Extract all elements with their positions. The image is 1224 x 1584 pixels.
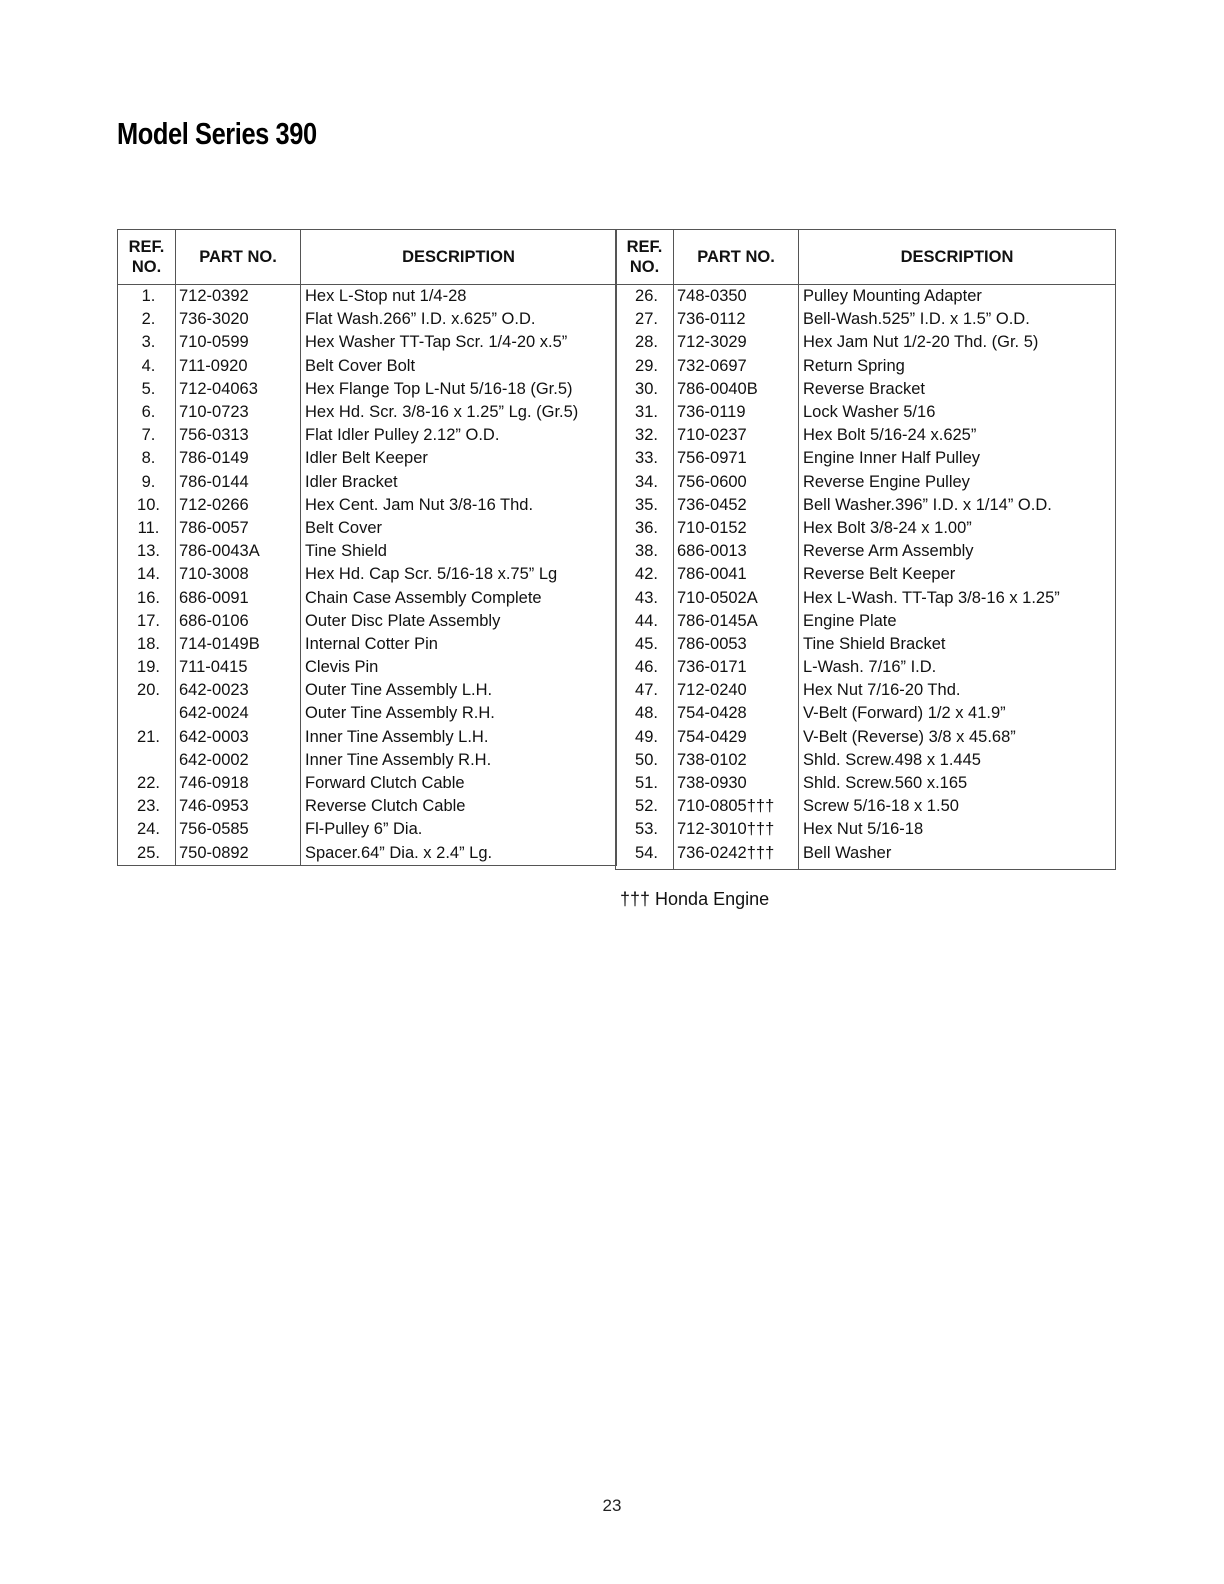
- part-number-cell: 756-0600: [674, 471, 799, 494]
- ref-cell: 44.: [616, 610, 674, 633]
- description-cell: Hex L-Stop nut 1/4-28: [301, 285, 617, 309]
- part-number-cell: 736-3020: [176, 308, 301, 331]
- part-number-cell: 642-0023: [176, 679, 301, 702]
- ref-cell: 51.: [616, 772, 674, 795]
- description-cell: Spacer.64” Dia. x 2.4” Lg.: [301, 842, 617, 866]
- table-row: [118, 308, 617, 331]
- header-ref-no: REF. NO.: [616, 230, 674, 285]
- table-row: [616, 656, 1116, 679]
- description-cell: Hex Hd. Scr. 3/8-16 x 1.25” Lg. (Gr.5): [301, 401, 617, 424]
- part-number-cell: 710-0805†††: [674, 795, 799, 818]
- ref-cell: 38.: [616, 540, 674, 563]
- part-number-cell: 738-0930: [674, 772, 799, 795]
- description-cell: Tine Shield Bracket: [799, 633, 1116, 656]
- description-cell: Chain Case Assembly Complete: [301, 586, 617, 609]
- part-number-cell: 710-0502A: [674, 586, 799, 609]
- description-cell: Shld. Screw.560 x.165: [799, 772, 1116, 795]
- table-row: [616, 586, 1116, 609]
- table-row: [118, 331, 617, 354]
- ref-cell: 13.: [118, 540, 176, 563]
- description-cell: Engine Plate: [799, 610, 1116, 633]
- ref-cell: 7.: [118, 424, 176, 447]
- ref-cell: 6.: [118, 401, 176, 424]
- description-cell: Hex L-Wash. TT-Tap 3/8-16 x 1.25”: [799, 586, 1116, 609]
- ref-cell: [118, 702, 176, 725]
- table-row: [616, 308, 1116, 331]
- ref-cell: 42.: [616, 563, 674, 586]
- ref-cell: 50.: [616, 749, 674, 772]
- table-row: [616, 842, 1116, 870]
- part-number-cell: 686-0106: [176, 610, 301, 633]
- part-number-cell: 786-0144: [176, 471, 301, 494]
- description-cell: Flat Wash.266” I.D. x.625” O.D.: [301, 308, 617, 331]
- ref-cell: 21.: [118, 726, 176, 749]
- description-cell: Belt Cover Bolt: [301, 355, 617, 378]
- description-cell: Reverse Clutch Cable: [301, 795, 617, 818]
- table-row: [616, 424, 1116, 447]
- description-cell: Outer Disc Plate Assembly: [301, 610, 617, 633]
- table-row: [118, 424, 617, 447]
- part-number-cell: 686-0091: [176, 586, 301, 609]
- part-number-cell: 711-0415: [176, 656, 301, 679]
- description-cell: V-Belt (Forward) 1/2 x 41.9”: [799, 702, 1116, 725]
- description-cell: Fl-Pulley 6” Dia.: [301, 818, 617, 841]
- table-row: [118, 842, 617, 866]
- description-cell: Shld. Screw.498 x 1.445: [799, 749, 1116, 772]
- description-cell: Inner Tine Assembly R.H.: [301, 749, 617, 772]
- description-cell: Bell Washer.396” I.D. x 1/14” O.D.: [799, 494, 1116, 517]
- part-number-cell: 756-0971: [674, 447, 799, 470]
- table-row: [616, 772, 1116, 795]
- part-number-cell: 712-0266: [176, 494, 301, 517]
- part-number-cell: 642-0003: [176, 726, 301, 749]
- table-row: [118, 726, 617, 749]
- ref-cell: 14.: [118, 563, 176, 586]
- description-cell: V-Belt (Reverse) 3/8 x 45.68”: [799, 726, 1116, 749]
- ref-cell: 10.: [118, 494, 176, 517]
- ref-cell: 19.: [118, 656, 176, 679]
- table-row: [616, 378, 1116, 401]
- part-number-cell: 746-0918: [176, 772, 301, 795]
- part-number-cell: 756-0313: [176, 424, 301, 447]
- description-cell: Hex Hd. Cap Scr. 5/16-18 x.75” Lg: [301, 563, 617, 586]
- ref-cell: 28.: [616, 331, 674, 354]
- part-number-cell: 786-0057: [176, 517, 301, 540]
- part-number-cell: 712-04063: [176, 378, 301, 401]
- ref-cell: 49.: [616, 726, 674, 749]
- table-row: [616, 610, 1116, 633]
- part-number-cell: 732-0697: [674, 355, 799, 378]
- part-number-cell: 710-0599: [176, 331, 301, 354]
- part-number-cell: 712-0392: [176, 285, 301, 309]
- part-number-cell: 710-0152: [674, 517, 799, 540]
- description-cell: Reverse Belt Keeper: [799, 563, 1116, 586]
- table-row: [118, 610, 617, 633]
- ref-cell: 31.: [616, 401, 674, 424]
- table-row: [118, 818, 617, 841]
- description-cell: Clevis Pin: [301, 656, 617, 679]
- table-row: [616, 679, 1116, 702]
- table-row: [118, 285, 617, 309]
- table-row: [616, 355, 1116, 378]
- part-number-cell: 786-0041: [674, 563, 799, 586]
- description-cell: Outer Tine Assembly L.H.: [301, 679, 617, 702]
- ref-cell: 27.: [616, 308, 674, 331]
- part-number-cell: 642-0002: [176, 749, 301, 772]
- part-number-cell: 786-0040B: [674, 378, 799, 401]
- part-number-cell: 710-0723: [176, 401, 301, 424]
- ref-cell: 32.: [616, 424, 674, 447]
- ref-cell: 30.: [616, 378, 674, 401]
- description-cell: Hex Nut 5/16-18: [799, 818, 1116, 841]
- table-row: [616, 726, 1116, 749]
- table-row: [118, 633, 617, 656]
- table-row: [616, 749, 1116, 772]
- table-row: [118, 378, 617, 401]
- table-row: [118, 795, 617, 818]
- description-cell: Hex Washer TT-Tap Scr. 1/4-20 x.5”: [301, 331, 617, 354]
- table-row: [118, 563, 617, 586]
- table-row: [616, 633, 1116, 656]
- ref-cell: 35.: [616, 494, 674, 517]
- ref-cell: 45.: [616, 633, 674, 656]
- table-row: [616, 517, 1116, 540]
- ref-cell: 53.: [616, 818, 674, 841]
- ref-cell: 1.: [118, 285, 176, 309]
- table-row: [118, 749, 617, 772]
- part-number-cell: 746-0953: [176, 795, 301, 818]
- part-number-cell: 786-0149: [176, 447, 301, 470]
- header-part-no: PART NO.: [176, 230, 301, 285]
- ref-cell: 23.: [118, 795, 176, 818]
- table-row: [616, 818, 1116, 841]
- part-number-cell: 786-0043A: [176, 540, 301, 563]
- page-number: 23: [602, 1496, 622, 1515]
- description-cell: Pulley Mounting Adapter: [799, 285, 1116, 309]
- part-number-cell: 686-0013: [674, 540, 799, 563]
- table-row: [118, 679, 617, 702]
- table-row: [118, 702, 617, 725]
- table-row: [118, 471, 617, 494]
- ref-cell: 48.: [616, 702, 674, 725]
- ref-cell: 54.: [616, 842, 674, 870]
- table-row: [118, 494, 617, 517]
- part-number-cell: 738-0102: [674, 749, 799, 772]
- part-number-cell: 750-0892: [176, 842, 301, 866]
- description-cell: Forward Clutch Cable: [301, 772, 617, 795]
- ref-cell: 20.: [118, 679, 176, 702]
- part-number-cell: 714-0149B: [176, 633, 301, 656]
- table-row: [616, 331, 1116, 354]
- table-row: [118, 447, 617, 470]
- ref-cell: 33.: [616, 447, 674, 470]
- description-cell: Idler Bracket: [301, 471, 617, 494]
- description-cell: Hex Jam Nut 1/2-20 Thd. (Gr. 5): [799, 331, 1116, 354]
- description-cell: Idler Belt Keeper: [301, 447, 617, 470]
- part-number-cell: 710-0237: [674, 424, 799, 447]
- ref-cell: 4.: [118, 355, 176, 378]
- table-row: [616, 540, 1116, 563]
- table-row: [616, 285, 1116, 309]
- description-cell: Hex Bolt 5/16-24 x.625”: [799, 424, 1116, 447]
- ref-cell: 18.: [118, 633, 176, 656]
- description-cell: Reverse Engine Pulley: [799, 471, 1116, 494]
- header-description: DESCRIPTION: [799, 230, 1116, 285]
- description-cell: Outer Tine Assembly R.H.: [301, 702, 617, 725]
- ref-cell: 29.: [616, 355, 674, 378]
- description-cell: Tine Shield: [301, 540, 617, 563]
- ref-cell: 16.: [118, 586, 176, 609]
- part-number-cell: 712-3010†††: [674, 818, 799, 841]
- header-part-no: PART NO.: [674, 230, 799, 285]
- description-cell: Hex Bolt 3/8-24 x 1.00”: [799, 517, 1116, 540]
- description-cell: Inner Tine Assembly L.H.: [301, 726, 617, 749]
- description-cell: Belt Cover: [301, 517, 617, 540]
- part-number-cell: 712-3029: [674, 331, 799, 354]
- part-number-cell: 710-3008: [176, 563, 301, 586]
- table-row: [616, 471, 1116, 494]
- description-cell: Bell Washer: [799, 842, 1116, 870]
- ref-cell: 36.: [616, 517, 674, 540]
- part-number-cell: 712-0240: [674, 679, 799, 702]
- table-row: [118, 517, 617, 540]
- footnote-honda-engine: ††† Honda Engine: [620, 889, 770, 909]
- part-number-cell: 756-0585: [176, 818, 301, 841]
- part-number-cell: 786-0053: [674, 633, 799, 656]
- ref-cell: 3.: [118, 331, 176, 354]
- ref-cell: 25.: [118, 842, 176, 866]
- description-cell: Engine Inner Half Pulley: [799, 447, 1116, 470]
- part-number-cell: 642-0024: [176, 702, 301, 725]
- description-cell: Lock Washer 5/16: [799, 401, 1116, 424]
- table-row: [118, 540, 617, 563]
- parts-table-right: [615, 229, 1116, 870]
- ref-cell: 52.: [616, 795, 674, 818]
- table-row: [616, 447, 1116, 470]
- description-cell: Bell-Wash.525” I.D. x 1.5” O.D.: [799, 308, 1116, 331]
- table-row: [616, 494, 1116, 517]
- table-row: [118, 586, 617, 609]
- page-title: Model Series 390: [117, 116, 317, 151]
- header-ref-no: REF. NO.: [118, 230, 176, 285]
- part-number-cell: 736-0452: [674, 494, 799, 517]
- table-row: [118, 355, 617, 378]
- ref-cell: 17.: [118, 610, 176, 633]
- table-row: [118, 656, 617, 679]
- part-number-cell: 736-0119: [674, 401, 799, 424]
- part-number-cell: 754-0429: [674, 726, 799, 749]
- description-cell: Reverse Arm Assembly: [799, 540, 1116, 563]
- ref-cell: 8.: [118, 447, 176, 470]
- description-cell: Flat Idler Pulley 2.12” O.D.: [301, 424, 617, 447]
- part-number-cell: 736-0242†††: [674, 842, 799, 870]
- description-cell: Hex Cent. Jam Nut 3/8-16 Thd.: [301, 494, 617, 517]
- ref-cell: 5.: [118, 378, 176, 401]
- ref-cell: 43.: [616, 586, 674, 609]
- description-cell: L-Wash. 7/16” I.D.: [799, 656, 1116, 679]
- description-cell: Reverse Bracket: [799, 378, 1116, 401]
- table-row: [118, 401, 617, 424]
- table-row: [616, 563, 1116, 586]
- table-row: [616, 795, 1116, 818]
- description-cell: Hex Flange Top L-Nut 5/16-18 (Gr.5): [301, 378, 617, 401]
- description-cell: Screw 5/16-18 x 1.50: [799, 795, 1116, 818]
- ref-cell: 9.: [118, 471, 176, 494]
- table-row: [616, 702, 1116, 725]
- part-number-cell: 736-0171: [674, 656, 799, 679]
- table-row: [616, 401, 1116, 424]
- ref-cell: 47.: [616, 679, 674, 702]
- description-cell: Hex Nut 7/16-20 Thd.: [799, 679, 1116, 702]
- ref-cell: 46.: [616, 656, 674, 679]
- part-number-cell: 786-0145A: [674, 610, 799, 633]
- description-cell: Return Spring: [799, 355, 1116, 378]
- part-number-cell: 711-0920: [176, 355, 301, 378]
- description-cell: Internal Cotter Pin: [301, 633, 617, 656]
- ref-cell: 11.: [118, 517, 176, 540]
- part-number-cell: 736-0112: [674, 308, 799, 331]
- ref-cell: 24.: [118, 818, 176, 841]
- ref-cell: 26.: [616, 285, 674, 309]
- ref-cell: [118, 749, 176, 772]
- ref-cell: 22.: [118, 772, 176, 795]
- part-number-cell: 754-0428: [674, 702, 799, 725]
- table-row: [118, 772, 617, 795]
- ref-cell: 2.: [118, 308, 176, 331]
- part-number-cell: 748-0350: [674, 285, 799, 309]
- ref-cell: 34.: [616, 471, 674, 494]
- header-description: DESCRIPTION: [301, 230, 617, 285]
- parts-table-left: [117, 229, 617, 866]
